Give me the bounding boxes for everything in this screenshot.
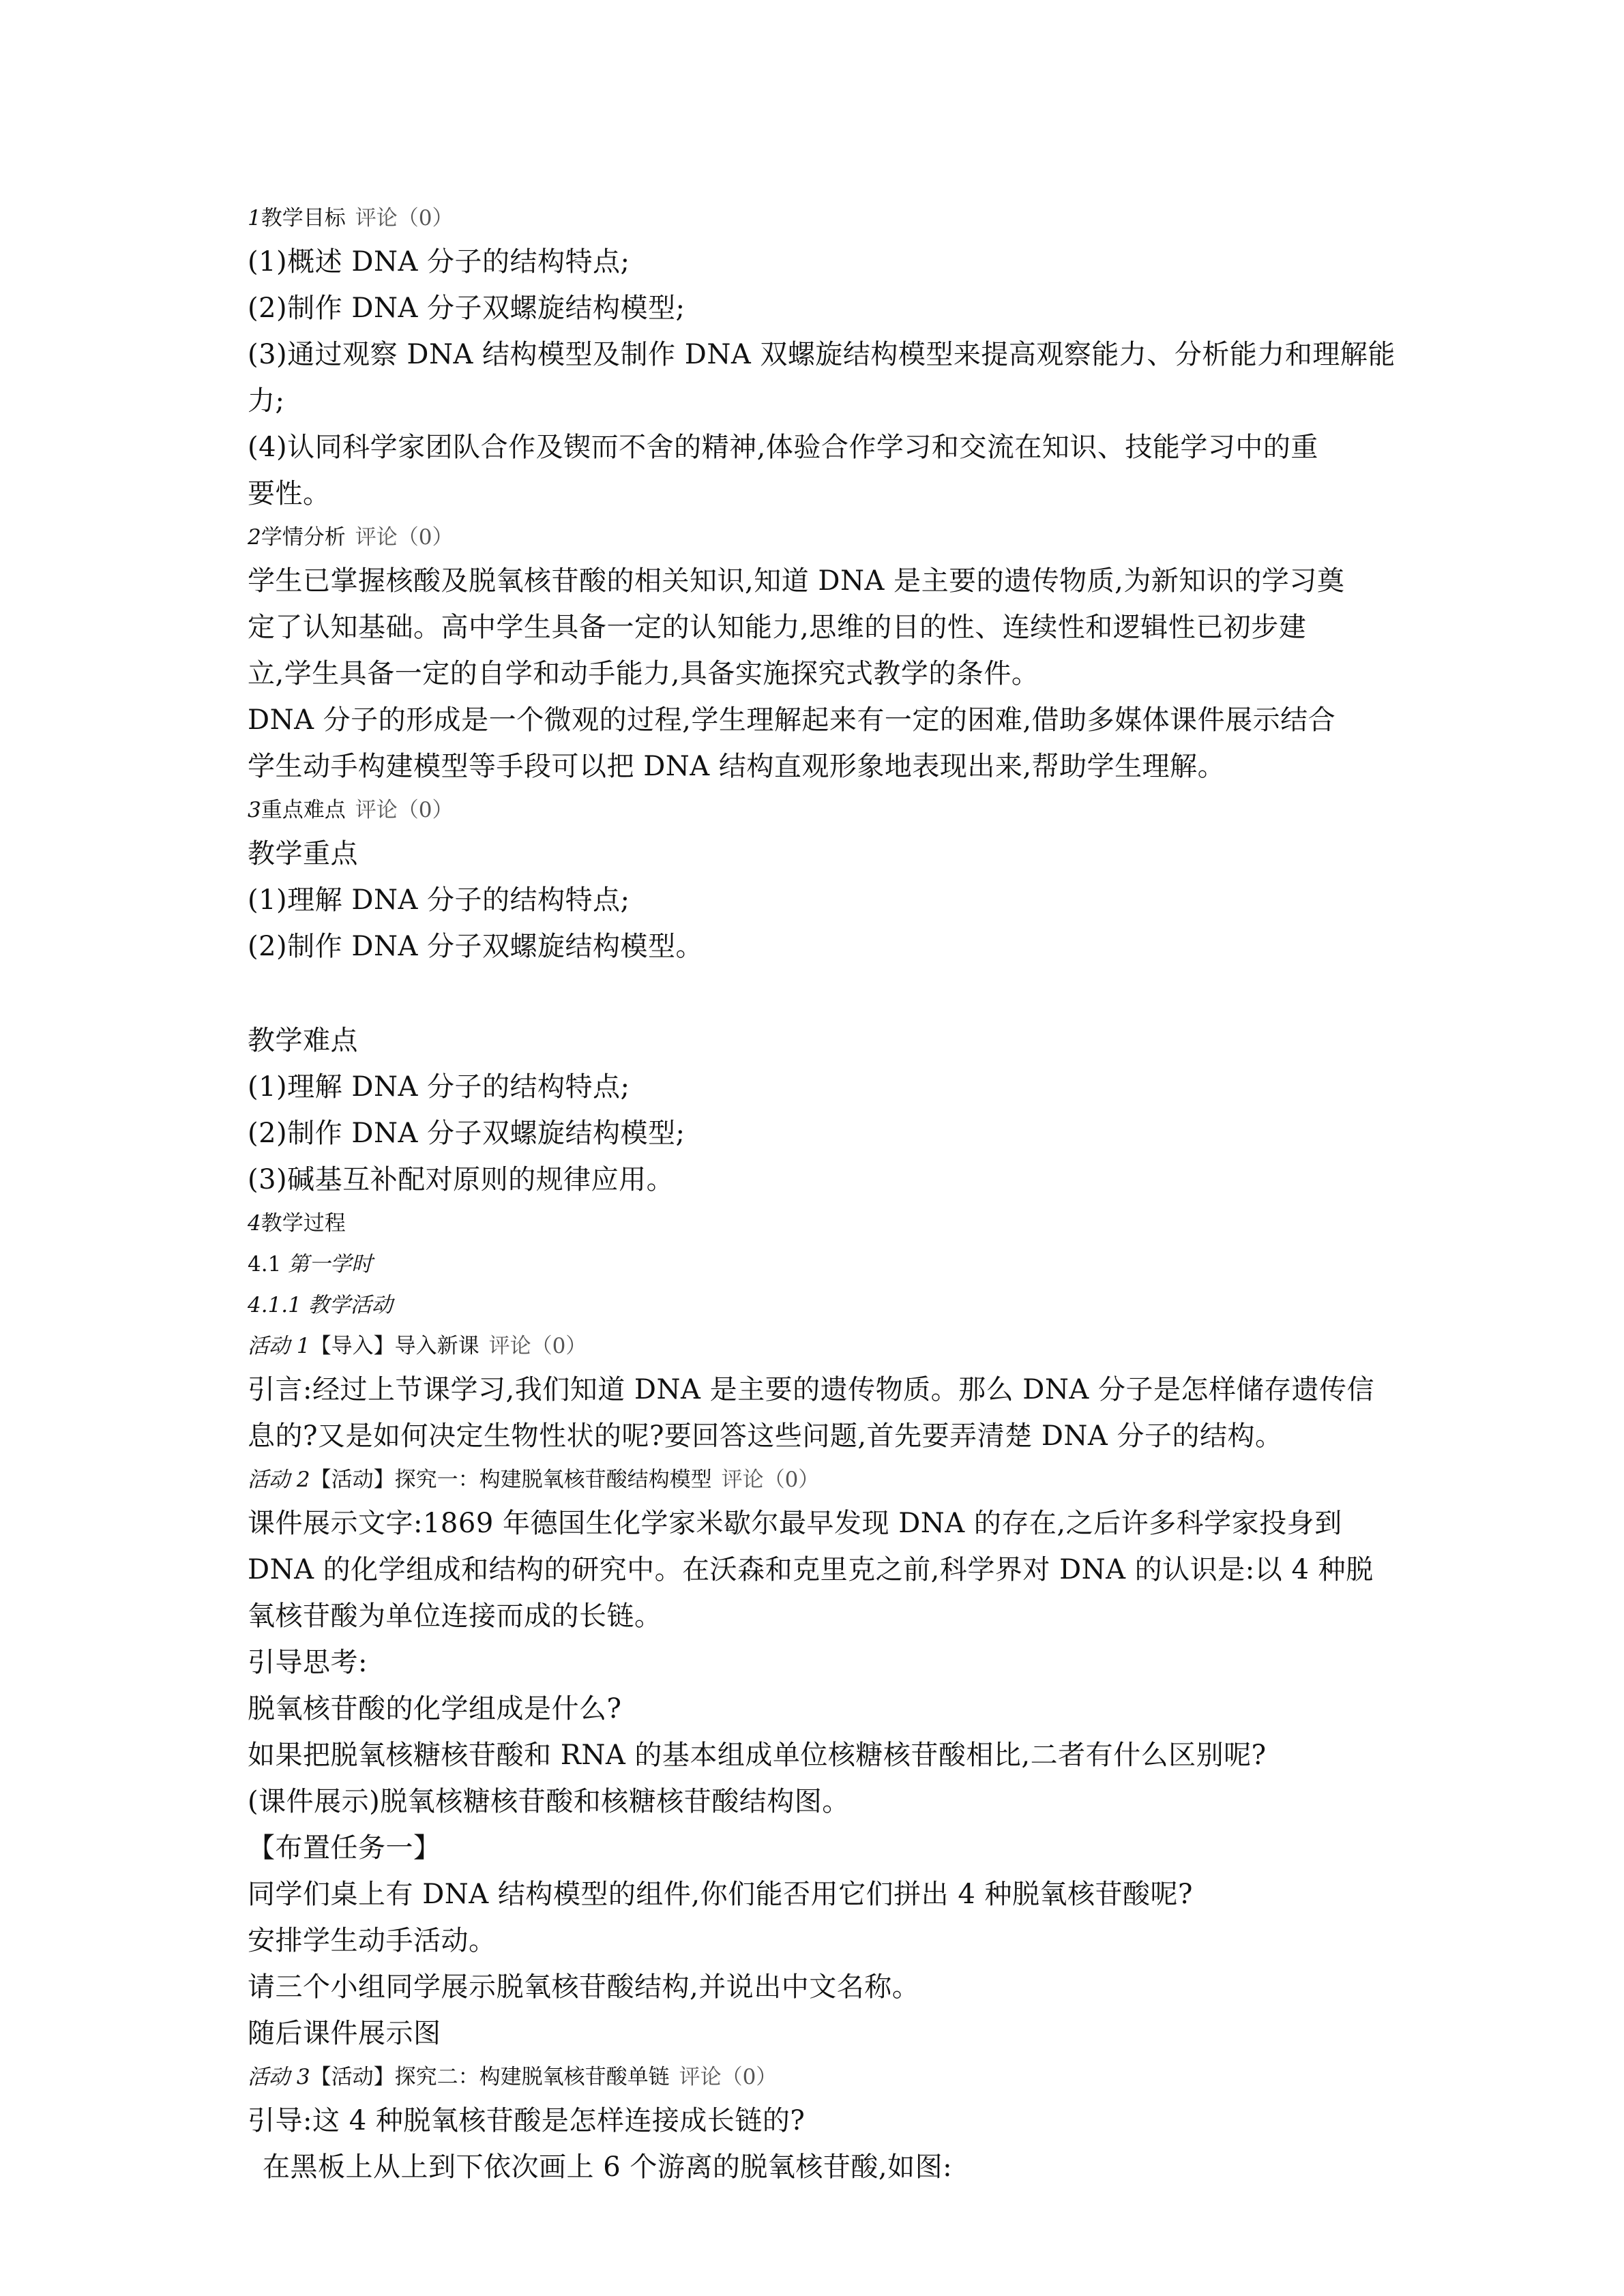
activity-heading-2: [248, 1459, 1393, 1500]
spacer: [248, 970, 1393, 1017]
paragraph-line: DNA 的化学组成和结构的研究中。在沃森和克里克之前,科学界对 DNA 的认识是:以 4 种脱: [248, 1554, 1374, 1585]
paragraph-line: 氧核苷酸为单位连接而成的长链。: [248, 1600, 662, 1632]
paragraph-line: (课件展示)脱氧核糖核苷酸和核糖核苷酸结构图。: [248, 1786, 850, 1817]
section-heading-process: [248, 1203, 1393, 1244]
activity-label: 活动 3: [248, 2065, 310, 2089]
paragraph-line: 在黑板上从上到下依次画上 6 个游离的脱氧核苷酸,如图:: [263, 2151, 953, 2183]
section-title: 重点难点: [261, 798, 346, 822]
paragraph-line: 定了认知基础。高中学生具备一定的认知能力,思维的目的性、连续性和逻辑性已初步建: [248, 612, 1307, 643]
document-content: [248, 198, 1396, 2190]
paragraph-line: DNA 分子的形成是一个微观的过程,学生理解起来有一定的困难,借助多媒体课件展示结合: [248, 704, 1336, 736]
paragraph-line: 要性。: [248, 478, 331, 509]
paragraph-line: (4)认同科学家团队合作及锲而不舍的精神,体验合作学习和交流在知识、技能学习中的重: [248, 432, 1318, 463]
lesson-number: 4.1: [248, 1252, 282, 1277]
paragraph-line: (2)制作 DNA 分子双螺旋结构模型;: [248, 293, 685, 324]
comment-link[interactable]: 评论（0）: [679, 2065, 778, 2089]
paragraph-line: (2)制作 DNA 分子双螺旋结构模型。: [248, 931, 704, 962]
activity-title: 【活动】探究二：构建脱氧核苷酸单链: [310, 2065, 670, 2089]
subheading-key-points: 教学重点: [248, 838, 358, 869]
paragraph-line: 课件展示文字:1869 年德国生化学家米歇尔最早发现 DNA 的存在,之后许多科学家投身到: [248, 1508, 1342, 1539]
activity-heading-1: [248, 1326, 1393, 1367]
comment-link[interactable]: 评论（0）: [355, 206, 454, 230]
paragraph-line: 安排学生动手活动。: [248, 1925, 497, 1956]
comment-link[interactable]: 评论（0）: [721, 1467, 820, 1492]
paragraph-line: 引导思考:: [248, 1647, 368, 1678]
lesson-heading: [248, 1244, 1393, 1285]
paragraph-line: (3)碱基互补配对原则的规律应用。: [248, 1164, 675, 1195]
paragraph-line: 学生已掌握核酸及脱氧核苷酸的相关知识,知道 DNA 是主要的遗传物质,为新知识的学习奠: [248, 565, 1345, 597]
paragraph-line: (1)概述 DNA 分子的结构特点;: [248, 246, 630, 278]
section-title: 学情分析: [261, 525, 346, 550]
comment-link[interactable]: 评论（0）: [488, 1334, 587, 1358]
section-number: 2: [248, 525, 261, 550]
paragraph-line: 请三个小组同学展示脱氧核苷酸结构,并说出中文名称。: [248, 1971, 920, 2003]
activity-heading-3: [248, 2057, 1393, 2098]
activities-heading: 4.1.1 教学活动: [248, 1293, 393, 1317]
lesson-title: 第一学时: [288, 1252, 373, 1277]
paragraph-line: 同学们桌上有 DNA 结构模型的组件,你们能否用它们拼出 4 种脱氧核苷酸呢?: [248, 1879, 1193, 1910]
section-heading-analysis: [248, 517, 1393, 558]
paragraph-line: (2)制作 DNA 分子双螺旋结构模型;: [248, 1118, 685, 1149]
subheading-difficult-points: 教学难点: [248, 1025, 358, 1056]
paragraph-line: 力;: [248, 385, 285, 417]
section-title: 教学过程: [261, 1211, 346, 1236]
paragraph-line: 随后课件展示图: [248, 2018, 441, 2049]
paragraph-line: 脱氧核苷酸的化学组成是什么?: [248, 1693, 622, 1725]
comment-link[interactable]: 评论（0）: [355, 798, 454, 822]
paragraph-line: 立,学生具备一定的自学和动手能力,具备实施探究式教学的条件。: [248, 658, 1039, 689]
paragraph-line: (3)通过观察 DNA 结构模型及制作 DNA 双螺旋结构模型来提高观察能力、分析能力和理解能: [248, 339, 1396, 370]
section-number: 3: [248, 798, 261, 822]
section-heading-keypoints: [248, 790, 1393, 831]
section-heading-goals: [248, 198, 1393, 239]
paragraph-line: 学生动手构建模型等手段可以把 DNA 结构直观形象地表现出来,帮助学生理解。: [248, 751, 1226, 782]
activity-title: 【活动】探究一：构建脱氧核苷酸结构模型: [310, 1467, 712, 1492]
activity-title: 【导入】导入新课: [310, 1334, 479, 1358]
section-title: 教学目标: [261, 206, 346, 230]
paragraph-line: 引导:这 4 种脱氧核苷酸是怎样连接成长链的?: [248, 2105, 806, 2136]
paragraph-line: 息的?又是如何决定生物性状的呢?要回答这些问题,首先要弄清楚 DNA 分子的结构。: [248, 1420, 1283, 1452]
section-number: 4: [248, 1211, 261, 1236]
paragraph-line: 引言:经过上节课学习,我们知道 DNA 是主要的遗传物质。那么 DNA 分子是怎样储存遗传信: [248, 1374, 1374, 1405]
paragraph-line: (1)理解 DNA 分子的结构特点;: [248, 884, 630, 916]
section-number: 1: [248, 206, 261, 230]
paragraph-line: (1)理解 DNA 分子的结构特点;: [248, 1071, 630, 1103]
task-heading: 【布置任务一】: [248, 1832, 441, 1864]
paragraph-line: 如果把脱氧核糖核苷酸和 RNA 的基本组成单位核糖核苷酸相比,二者有什么区别呢?: [248, 1740, 1267, 1771]
comment-link[interactable]: 评论（0）: [355, 525, 454, 550]
activity-label: 活动 1: [248, 1334, 310, 1358]
activity-label: 活动 2: [248, 1467, 310, 1492]
